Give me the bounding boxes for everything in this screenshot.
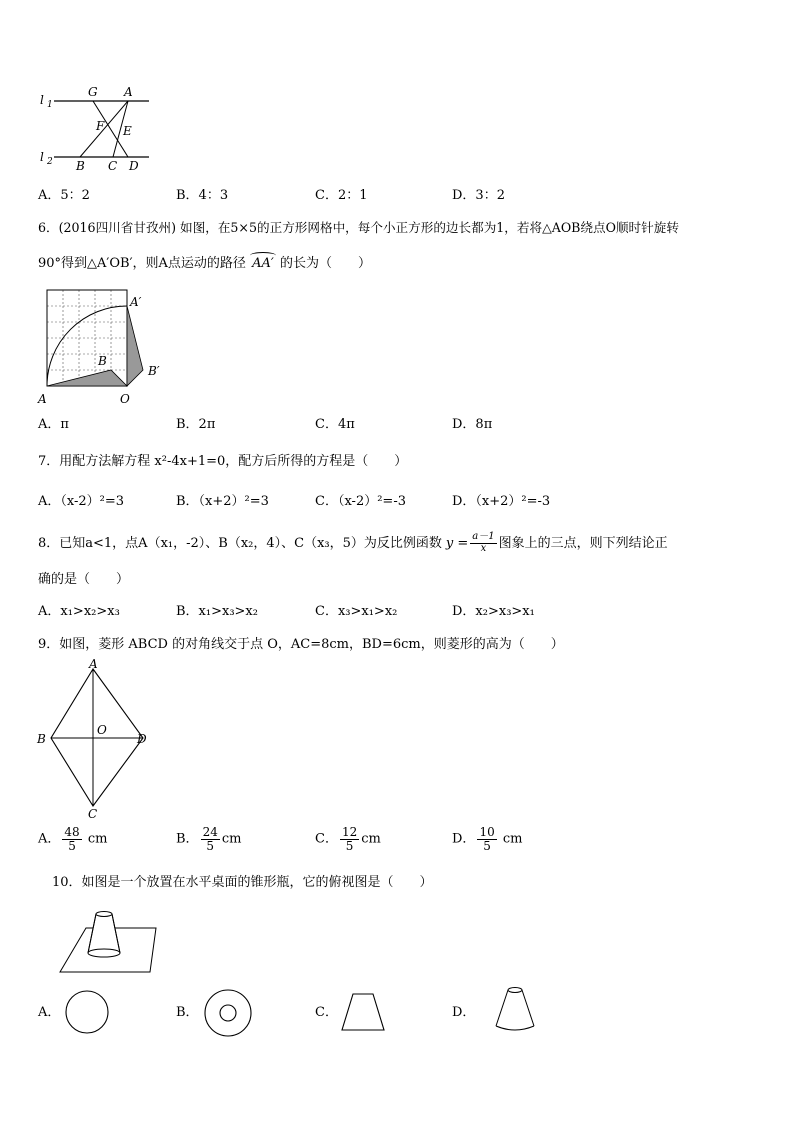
q8-stem-line2: 确的是（ ） <box>38 572 130 587</box>
q6-arc-label: AA′ <box>252 256 274 271</box>
q8-option-b[interactable]: B．x₁>x₃>x₂ <box>176 604 258 619</box>
q5-label-b: B <box>76 159 85 173</box>
q7-option-c[interactable]: C．（x-2）²=-3 <box>315 494 406 509</box>
q8-stem-line1: 8．已知a<1，点A（x₁，-2）、B（x₂，4）、C（x₃，5）为反比例函数 y = $\frac{a-1}{x}$ 图象上的三点，则下列结论正 <box>38 531 668 554</box>
q6-figure <box>34 286 164 408</box>
svg-text:2: 2 <box>47 157 53 167</box>
q8-func-y: y = <box>445 535 469 551</box>
q8-option-a[interactable]: A．x₁>x₂>x₃ <box>38 604 120 619</box>
q5-option-c[interactable]: C．2：1 <box>315 188 368 203</box>
q10-option-a-circle[interactable] <box>62 988 112 1038</box>
q9-stem: 9．如图，菱形 ABCD 的对角线交于点 O，AC=8cm，BD=6cm，则菱形的高为（ ） <box>38 637 564 652</box>
q10-flask-figure <box>58 904 158 976</box>
q9-label-o: O <box>97 723 107 737</box>
q5-label-c: C <box>108 159 118 173</box>
q9-label-d: D <box>137 732 147 746</box>
q7-stem: 7．用配方法解方程 x²-4x+1=0，配方后所得的方程是（ ） <box>38 454 408 469</box>
q10-option-c-trapezoid[interactable] <box>338 988 388 1034</box>
q9-option-d[interactable]: D． $\frac{10}{5}$ cm <box>452 825 523 853</box>
q5-label-g: G <box>88 85 98 99</box>
q6-label-b: B <box>98 354 107 368</box>
q9-option-b[interactable]: B． $\frac{24}{5}$ cm <box>176 825 242 853</box>
q10-option-b[interactable]: B． <box>176 1005 199 1020</box>
q7-option-a[interactable]: A．（x-2）²=3 <box>38 494 125 509</box>
q10-option-d-cone[interactable] <box>492 984 538 1036</box>
q10-option-d[interactable]: D． <box>452 1005 476 1020</box>
q6-label-o: O <box>120 392 130 406</box>
q5-label-f: F <box>96 119 105 133</box>
q5-option-d[interactable]: D．3：2 <box>452 188 505 203</box>
q6-option-d[interactable]: D．8π <box>452 417 493 432</box>
q8-option-c[interactable]: C．x₃>x₁>x₂ <box>315 604 398 619</box>
q6-stem-line2: 90°得到△A′OB′，则A点运动的路径 AA′ 的长为（ ） <box>38 257 371 270</box>
q5-label-e: E <box>123 124 132 138</box>
q5-label-l1: l <box>40 93 44 107</box>
q6-label-a: A <box>38 392 47 406</box>
q5-label-a: A <box>124 85 133 99</box>
q6-label-b-prime: B′ <box>148 364 160 378</box>
q5-option-b[interactable]: B．4：3 <box>176 188 229 203</box>
q9-label-a: A <box>89 657 98 671</box>
q9-rhombus-figure <box>34 656 158 822</box>
q6-stem-line1: 6．(2016四川省甘孜州) 如图，在5×5的正方形网格中，每个小正方形的边长都为1，若将△AOB绕点O顺时针旋转 <box>38 220 679 235</box>
q7-option-b[interactable]: B．（x+2）²=3 <box>176 494 269 509</box>
q9-label-b: B <box>37 732 46 746</box>
q5-option-a[interactable]: A．5：2 <box>38 188 90 203</box>
q7-option-d[interactable]: D．（x+2）²=-3 <box>452 494 551 509</box>
q5-label-l2: l <box>40 150 44 164</box>
svg-text:1: 1 <box>47 100 53 110</box>
q10-option-c[interactable]: C． <box>315 1005 338 1020</box>
q6-label-a-prime: A′ <box>130 295 142 309</box>
q9-option-a[interactable]: A． $\frac{48}{5}$ cm <box>38 825 108 853</box>
q6-option-a[interactable]: A．π <box>38 417 69 432</box>
q9-option-c[interactable]: C． $\frac{12}{5}$ cm <box>315 825 381 853</box>
q9-label-c: C <box>88 807 98 821</box>
q6-option-c[interactable]: C．4π <box>315 417 355 432</box>
q8-option-d[interactable]: D．x₂>x₃>x₁ <box>452 604 535 619</box>
q10-option-a[interactable]: A． <box>38 1005 61 1020</box>
q5-figure <box>36 82 156 174</box>
q10-option-b-rings[interactable] <box>200 986 256 1040</box>
q10-stem: 10．如图是一个放置在水平桌面的锥形瓶，它的俯视图是（ ） <box>52 875 433 890</box>
q6-option-b[interactable]: B．2π <box>176 417 216 432</box>
q5-label-d: D <box>129 159 139 173</box>
q8-func-fraction: $\frac{a-1}{x}$ <box>472 531 495 554</box>
